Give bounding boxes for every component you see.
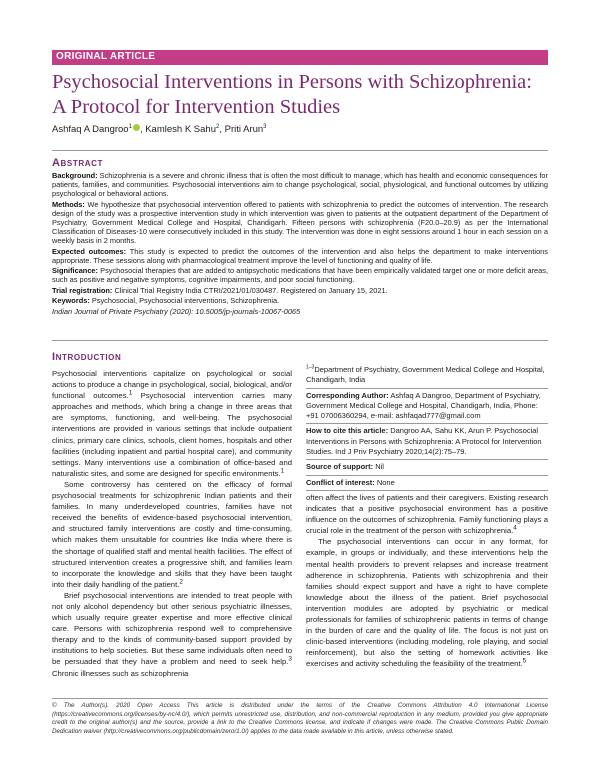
section-text: We hypothesize that psychosocial intervention offered to patients with schizophrenia to predict the outcomes of intervention. The research design of the study was a prospective intervention study in which intervention was given to patients at the outpatient department of the Department of Psychiatry, Government Medical College and Hospital, Chandigarh. Fifteen persons with schizophrenia (F20.0–20.9) as per the International Classification of Diseases-10 were consecutively included in this study. The intervention was done in eight sessions around 1 hour in each session on a weekly basis in 2 months.	[52, 199, 548, 246]
article-type-banner	[52, 50, 548, 65]
abstract-section	[52, 296, 548, 305]
abstract-section	[52, 171, 548, 198]
abstract-section	[52, 200, 548, 245]
section-label: Methods:	[52, 199, 85, 209]
reference-marker[interactable]: 1	[280, 467, 285, 475]
abstract-section	[52, 286, 548, 295]
orcid-icon[interactable]	[133, 124, 140, 131]
abstract-heading: Abstract	[52, 157, 103, 169]
author-affil: 3	[263, 123, 267, 130]
article-title	[52, 70, 552, 120]
conflict-of-interest: Conflict of interest: None	[306, 477, 395, 487]
abstract-section	[52, 247, 548, 265]
affiliation-box	[306, 365, 548, 493]
abstract-section	[52, 266, 548, 284]
affiliation: $^{1-3}$Department of Psychiatry, Government Medical College and Hospital, Chandigarh, India	[306, 364, 545, 385]
section-label: Trial registration:	[52, 285, 113, 295]
author-name: Priti Arun	[224, 124, 264, 135]
section-text: This study is expected to predict the outcomes of the intervention and also helps the department to make interventions appropriate. These sessions along with pharmacological treatment improve the level of functioning and quality of life.	[52, 246, 548, 265]
author-list: Ashfaq A Dangroo$^1$ , Kamlesh K Sahu$^2$, Priti Arun$^3$	[52, 123, 267, 135]
divider	[306, 475, 548, 476]
introduction-column-right	[306, 492, 548, 670]
introduction-column-left	[52, 368, 292, 679]
paragraph: Some controversy has centered on the efficacy of formal psychosocial treatments for schizophrenic Indian patients and their families. In many underdeveloped countries, families have not received the benefits of evidence-based psychosocial intervention, and structured family interventions are costly and time-consuming, which makes them unsuitable for countries like India where there is the shortage of qualified staff and mental health facilities. The effect of structured intervention creates a progressive shift, and families learn to incorporate the knowledge and skills that they have been taught into their daily handling of the patient.$^2$	[52, 479, 292, 589]
section-text: Psychosocial therapies that are added to antipsychotic medications that have been empirically validated target one or more deficit areas, such as positive and negative symptoms, cognitive impairments, and poor social functioning.	[52, 266, 548, 285]
divider	[52, 150, 548, 151]
author-affil: 1	[128, 123, 132, 130]
section-text: Psychosocial, Psychosocial interventions, Schizophrenia.	[91, 296, 280, 306]
paragraph: Brief psychosocial interventions are intended to treat people with not only alcohol dependency but other serious psychiatric illnesses, which usually require greater expertise and more effective clinical care. Persons with schizophrenia respond well to comprehensive therapy and to the kinds of community-based support provided by institutions to help societies. But these same individuals often need to be persuaded that they have a problem and need to seek help.$^3$ Chronic illnesses such as schizophrenia	[52, 590, 292, 678]
divider	[306, 490, 548, 491]
section-label: Background:	[52, 171, 98, 180]
abstract-body	[52, 171, 548, 317]
section-label: Significance:	[52, 266, 98, 276]
section-label: Keywords:	[52, 296, 90, 306]
license-footer: © The Author(s). 2020 Open Access This article is distributed under the terms of the Creative Commons Attribution 4.0 International License (https://creativecommons.org/licenses/by-nc/4.0/), which permits unrestricted use, distribution, and non-commercial reproduction in any medium, provided you give appropriate credit to the original author(s) and the source, provide a link to the Creative Commons license, and indicate if changes were made. The Creative Commons Public Domain Dedication waiver (http://creativecommons.org/publicdomain/zero/1.0/) applies to the data made available in this article, unless otherwise stated.	[52, 702, 548, 735]
author-name: Ashfaq A Dangroo	[52, 124, 129, 135]
journal-citation: Indian Journal of Private Psychiatry (2020): 10.5005/jp-journals-10067-0065	[52, 306, 301, 316]
divider	[52, 698, 548, 699]
title-line-2: A Protocol for Intervention Studies	[52, 96, 341, 118]
paragraph: often affect the lives of patients and their caregivers. Existing research indicates that a positive psychosocial environment has a positive influence on the outcomes of schizophrenia. Family functioning plays a crucial role in the treatment of the person with schizophrenia.$^4$	[306, 493, 548, 536]
reference-marker[interactable]: 2	[179, 578, 183, 586]
corresponding-author: Corresponding Author: Ashfaq A Dangroo, Department of Psychiatry, Government Medical College and Hospital, Chandigarh, India, Phone: +91 07006360294, e-mail: ashfaqad777@gmail.com	[306, 390, 541, 421]
divider	[306, 388, 548, 389]
divider	[306, 459, 548, 460]
reference-marker[interactable]: 4	[513, 524, 517, 532]
article-type-label: ORIGINAL ARTICLE	[56, 51, 156, 62]
divider	[306, 423, 548, 424]
paragraph: Psychosocial interventions capitalize on psychological or social actions to produce a change in psychological, social, biological, and/or functional outcomes.$^1$ Psychosocial intervention carries many approaches and methods, which bring a change in three areas that are symptoms, functioning, and well-being. The psychosocial interventions are provided in various settings that include outpatient clinics, primary care clinics, schools, client homes, hospitals and other facilities (including inpatient and partial hospital care), and community settings. Many interventions use a combination of office-based and naturalistic sites, and some are designed for specific environments.$^1$	[52, 369, 292, 478]
section-label: Expected outcomes:	[52, 246, 127, 256]
section-text: Schizophrenia is a severe and chronic illness that is often the most difficult to manage, which has health and economic consequences for patients, families, and communities. Psychosocial interventions aim to change psychological, social, physiological, and functional outcomes by utilizing psychological or behavioral actions.	[52, 171, 548, 199]
divider	[52, 340, 548, 341]
author-name: Kamlesh K Sahu	[145, 124, 216, 135]
reference-marker[interactable]: 3	[288, 655, 292, 663]
introduction-heading: Introduction	[52, 351, 122, 363]
reference-marker[interactable]: 1	[128, 389, 133, 397]
how-to-cite: How to cite this article: Dangroo AA, Sahu KK, Arun P. Psychosocial Interventions in Persons with Schizophrenia: A Protocol for Intervention Studies. Ind J Priv Psychiatry 2020;14(2):75–79.	[306, 426, 542, 457]
reference-marker[interactable]: 5	[522, 657, 527, 665]
author-affil: 2	[215, 123, 220, 130]
section-text: Clinical Trial Registry India CTRI/2021/01/030487. Registered on January 15, 2021.	[114, 285, 388, 295]
source-of-support: Source of support: Nil	[306, 462, 384, 472]
paragraph: The psychosocial interventions can occur in any format, for example, in groups or individually, and these interventions help the mental health providers to prevent relapses and increase treatment adherence in schizophrenia. Patients with schizophrenia and their families should expect support and have a right to have complete knowledge about the illness of the patient. Brief psychosocial intervention modules are adopted by psychiatric or medical professionals for families of schizophrenic patients in terms of change in the burden of care and the quality of life. The focus is not just on clinic-based interventions (including modeling, role playing, and social reinforcement), but also the setting of homework activities like exercises and activity scheduling the feasibility of the treatment.$^5$	[306, 537, 548, 669]
title-line-1: Psychosocial Interventions in Persons with Schizophrenia:	[52, 71, 532, 93]
